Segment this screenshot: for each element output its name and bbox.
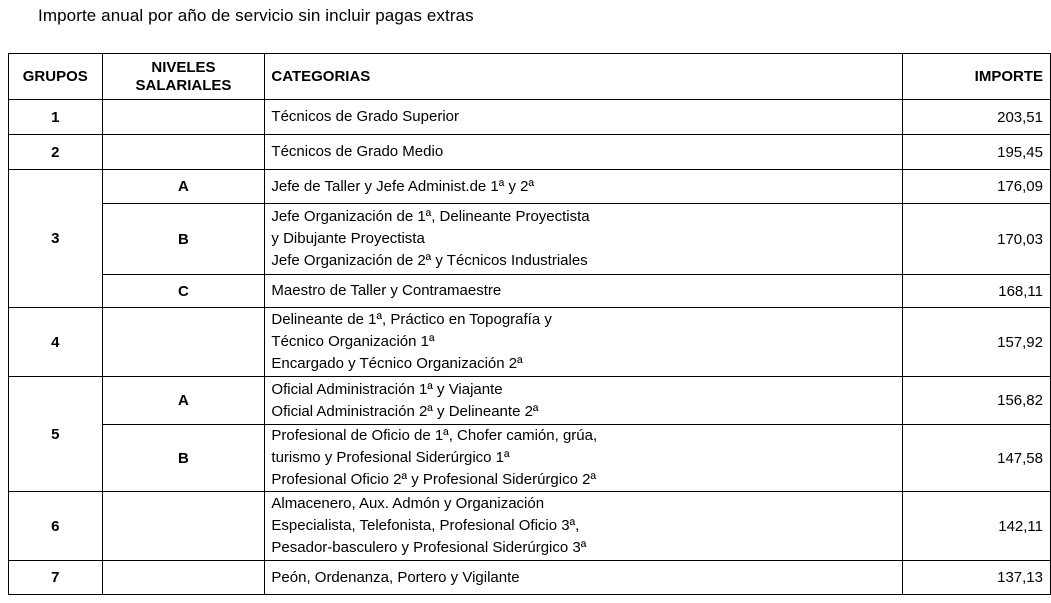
grupo-cell: 6 bbox=[9, 492, 103, 561]
nivel-cell bbox=[102, 561, 265, 595]
categoria-line: Técnicos de Grado Superior bbox=[271, 108, 460, 125]
nivel-cell: A bbox=[102, 170, 265, 204]
table-caption: Importe anual por año de servicio sin incluir pagas extras bbox=[38, 6, 474, 25]
categoria-line: Peón, Ordenanza, Portero y Vigilante bbox=[271, 568, 520, 586]
categoria-line: Delineante de 1ª, Práctico en Topografía y bbox=[271, 311, 552, 328]
categoria-cell bbox=[265, 492, 903, 561]
categoria-line: Oficial Administración 1ª y Viajante bbox=[271, 380, 503, 398]
table-row bbox=[9, 275, 1051, 308]
nivel-cell: B bbox=[102, 204, 265, 275]
grupo-cell: 3 bbox=[9, 170, 103, 308]
importe-cell: 137,13 bbox=[903, 561, 1051, 595]
categoria-cell bbox=[265, 204, 903, 275]
importe-cell: 147,58 bbox=[903, 425, 1051, 492]
table-row bbox=[9, 425, 1051, 492]
grupo-cell: 2 bbox=[9, 135, 103, 170]
table-row bbox=[9, 100, 1051, 135]
nivel-cell: A bbox=[102, 377, 265, 425]
header-row bbox=[9, 54, 1051, 100]
importe-cell: 156,82 bbox=[903, 377, 1051, 425]
categoria-line: Jefe de Taller y Jefe Administ.de 1ª y 2ª bbox=[271, 177, 535, 195]
categoria-line: Oficial Administración 2ª y Delineante 2ª bbox=[271, 402, 539, 420]
grupo-cell: 1 bbox=[9, 100, 103, 135]
header-grupos: GRUPOS bbox=[9, 54, 103, 100]
header-niveles-line1: NIVELES bbox=[151, 58, 216, 76]
categoria-line: Pesador-basculero y Profesional Siderúrgico 3ª bbox=[271, 539, 587, 556]
categoria-line: Profesional Oficio 2ª y Profesional Siderúrgico 2ª bbox=[271, 471, 597, 488]
importe-cell: 176,09 bbox=[903, 170, 1051, 204]
categoria-cell bbox=[265, 100, 903, 135]
table-row bbox=[9, 204, 1051, 275]
categoria-line: Jefe Organización de 2ª y Técnicos Industriales bbox=[271, 252, 588, 269]
table-row bbox=[9, 561, 1051, 595]
importe-cell: 195,45 bbox=[903, 135, 1051, 170]
categoria-line: Almacenero, Aux. Admón y Organización bbox=[271, 495, 545, 512]
categoria-cell bbox=[265, 425, 903, 492]
grupo-cell: 5 bbox=[9, 377, 103, 492]
categoria-cell bbox=[265, 275, 903, 308]
table-row bbox=[9, 377, 1051, 425]
categoria-cell bbox=[265, 308, 903, 377]
importe-cell: 157,92 bbox=[903, 308, 1051, 377]
categoria-line: Jefe Organización de 1ª, Delineante Proyectista bbox=[271, 208, 590, 225]
categoria-line: Maestro de Taller y Contramaestre bbox=[271, 282, 502, 299]
grupo-cell: 4 bbox=[9, 308, 103, 377]
categoria-cell bbox=[265, 170, 903, 204]
nivel-cell bbox=[102, 492, 265, 561]
importe-cell: 170,03 bbox=[903, 204, 1051, 275]
header-categorias: CATEGORIAS bbox=[265, 54, 903, 100]
categoria-line: Especialista, Telefonista, Profesional Oficio 3ª, bbox=[271, 517, 580, 534]
categoria-cell bbox=[265, 561, 903, 595]
categoria-cell bbox=[265, 377, 903, 425]
importe-cell: 203,51 bbox=[903, 100, 1051, 135]
categoria-line: Técnicos de Grado Medio bbox=[271, 143, 444, 160]
categoria-line: Profesional de Oficio de 1ª, Chofer camión, grúa, bbox=[271, 427, 598, 444]
categoria-line: Encargado y Técnico Organización 2ª bbox=[271, 355, 523, 372]
categoria-line: Técnico Organización 1ª bbox=[271, 333, 435, 350]
header-niveles-salariales bbox=[102, 54, 265, 100]
nivel-cell: C bbox=[102, 275, 265, 308]
categoria-line: turismo y Profesional Siderúrgico 1ª bbox=[271, 449, 510, 466]
nivel-cell bbox=[102, 308, 265, 377]
salary-table bbox=[8, 53, 1051, 595]
importe-cell: 168,11 bbox=[903, 275, 1051, 308]
header-importe: IMPORTE bbox=[903, 54, 1051, 100]
table-row bbox=[9, 308, 1051, 377]
table-row bbox=[9, 492, 1051, 561]
categoria-cell bbox=[265, 135, 903, 170]
categoria-line: y Dibujante Proyectista bbox=[271, 230, 425, 247]
nivel-cell bbox=[102, 135, 265, 170]
table-row bbox=[9, 170, 1051, 204]
nivel-cell bbox=[102, 100, 265, 135]
table-row bbox=[9, 135, 1051, 170]
nivel-cell: B bbox=[102, 425, 265, 492]
grupo-cell: 7 bbox=[9, 561, 103, 595]
importe-cell: 142,11 bbox=[903, 492, 1051, 561]
header-niveles-line2: SALARIALES bbox=[135, 76, 232, 94]
